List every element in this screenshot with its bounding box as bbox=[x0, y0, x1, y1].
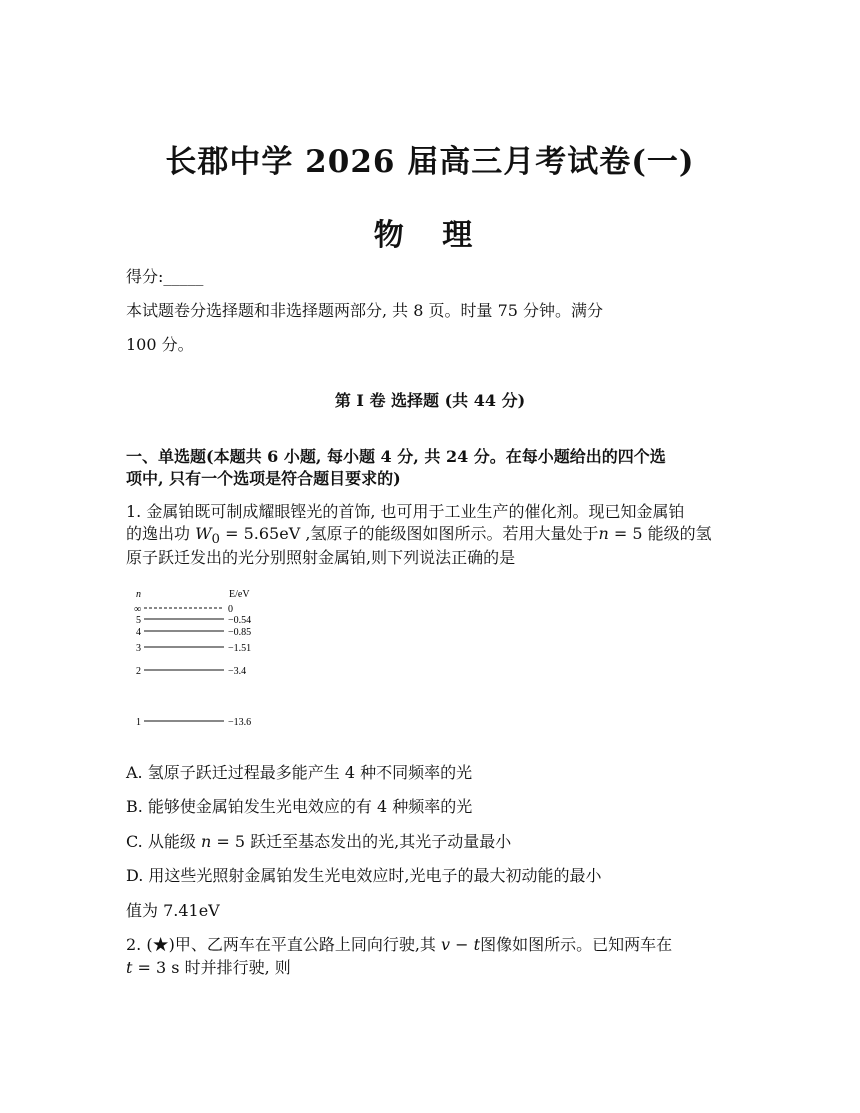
option-c-text-b: 跃迁至基态发出的光,其光子动量最小 bbox=[245, 832, 512, 851]
q2-text-b: 图像如图所示。已知两车在 bbox=[480, 935, 673, 954]
q1-line-1: 1. 金属铂既可制成耀眼铿光的首饰, 也可用于工业生产的催化剂。现已知金属铂 bbox=[126, 502, 685, 521]
option-c-n-symbol: n bbox=[200, 832, 212, 851]
level-energy-3: −1.51 bbox=[228, 643, 252, 654]
time-symbol: t bbox=[473, 935, 481, 954]
work-function-symbol: W bbox=[195, 524, 212, 543]
q1-text-a: 的逸出功 bbox=[126, 524, 196, 543]
q1-option-c bbox=[126, 829, 511, 852]
diagram-energy-label: E/eV bbox=[229, 589, 250, 600]
time-value: = 3 s bbox=[132, 958, 180, 977]
instructions-line-1: 本试题卷分选择题和非选择题两部分, 共 8 页。时量 75 分钟。满分 bbox=[126, 301, 604, 320]
exam-title: 长郡中学 2026 届高三月考试卷(一) bbox=[165, 144, 695, 180]
q2-line-1 bbox=[126, 932, 672, 955]
part-heading-line-1: 一、单选题(本题共 6 小题, 每小题 4 分, 共 24 分。在每小题给出的四个选 bbox=[126, 447, 666, 466]
time-symbol-2: t bbox=[126, 958, 133, 977]
part-heading-line-2: 项中, 只有一个选项是符合题目要求的) bbox=[126, 469, 401, 488]
q1-option-b: B. 能够使金属铂发生光电效应的有 4 种频率的光 bbox=[126, 797, 473, 816]
q2-text-a: 2. (★)甲、乙两车在平直公路上同向行驶,其 bbox=[126, 935, 442, 954]
level-energy-2: −3.4 bbox=[228, 666, 247, 677]
work-function-value: = 5.65eV bbox=[220, 524, 301, 543]
level-label-3: 3 bbox=[136, 643, 141, 654]
level-label-inf: ∞ bbox=[134, 604, 142, 615]
energy-level-diagram bbox=[128, 585, 288, 735]
minus-sign: − bbox=[450, 935, 474, 954]
section-heading: 第 I 卷 选择题 (共 44 分) bbox=[334, 391, 526, 410]
q1-line-2 bbox=[126, 521, 712, 547]
q1-text-c: 能级的氢 bbox=[642, 524, 712, 543]
velocity-symbol: v bbox=[441, 935, 451, 954]
option-c-n-value: = 5 bbox=[211, 832, 246, 851]
q2-text-c: 时并排行驶, 则 bbox=[179, 958, 291, 977]
q1-line-3: 原子跃迁发出的光分别照射金属铂,则下列说法正确的是 bbox=[126, 548, 516, 567]
option-c-text-a: C. 从能级 bbox=[126, 832, 201, 851]
score-field: 得分:_____ bbox=[126, 267, 204, 286]
work-function-subscript: 0 bbox=[211, 532, 221, 548]
level-symbol: n bbox=[598, 524, 609, 543]
q2-line-2 bbox=[126, 955, 291, 978]
level-label-1: 1 bbox=[136, 717, 141, 728]
level-label-2: 2 bbox=[136, 666, 141, 677]
q1-option-a: A. 氢原子跃迁过程最多能产生 4 种不同频率的光 bbox=[126, 763, 473, 782]
level-value: = 5 bbox=[608, 524, 643, 543]
level-energy-5: −0.54 bbox=[228, 615, 252, 626]
level-energy-inf: 0 bbox=[228, 604, 233, 615]
level-label-5: 5 bbox=[136, 615, 141, 626]
diagram-n-label: n bbox=[136, 589, 141, 600]
level-label-4: 4 bbox=[136, 627, 141, 638]
level-energy-1: −13.6 bbox=[228, 717, 252, 728]
instructions-line-2: 100 分。 bbox=[126, 335, 194, 354]
subject-title: 物 理 bbox=[373, 218, 487, 253]
q1-option-d-line-1: D. 用这些光照射金属铂发生光电效应时,光电子的最大初动能的最小 bbox=[126, 866, 602, 885]
q1-text-b: ,氢原子的能级图如图所示。若用大量处于 bbox=[300, 524, 599, 543]
level-energy-4: −0.85 bbox=[228, 627, 252, 638]
q1-option-d-line-2: 值为 7.41eV bbox=[126, 901, 220, 920]
